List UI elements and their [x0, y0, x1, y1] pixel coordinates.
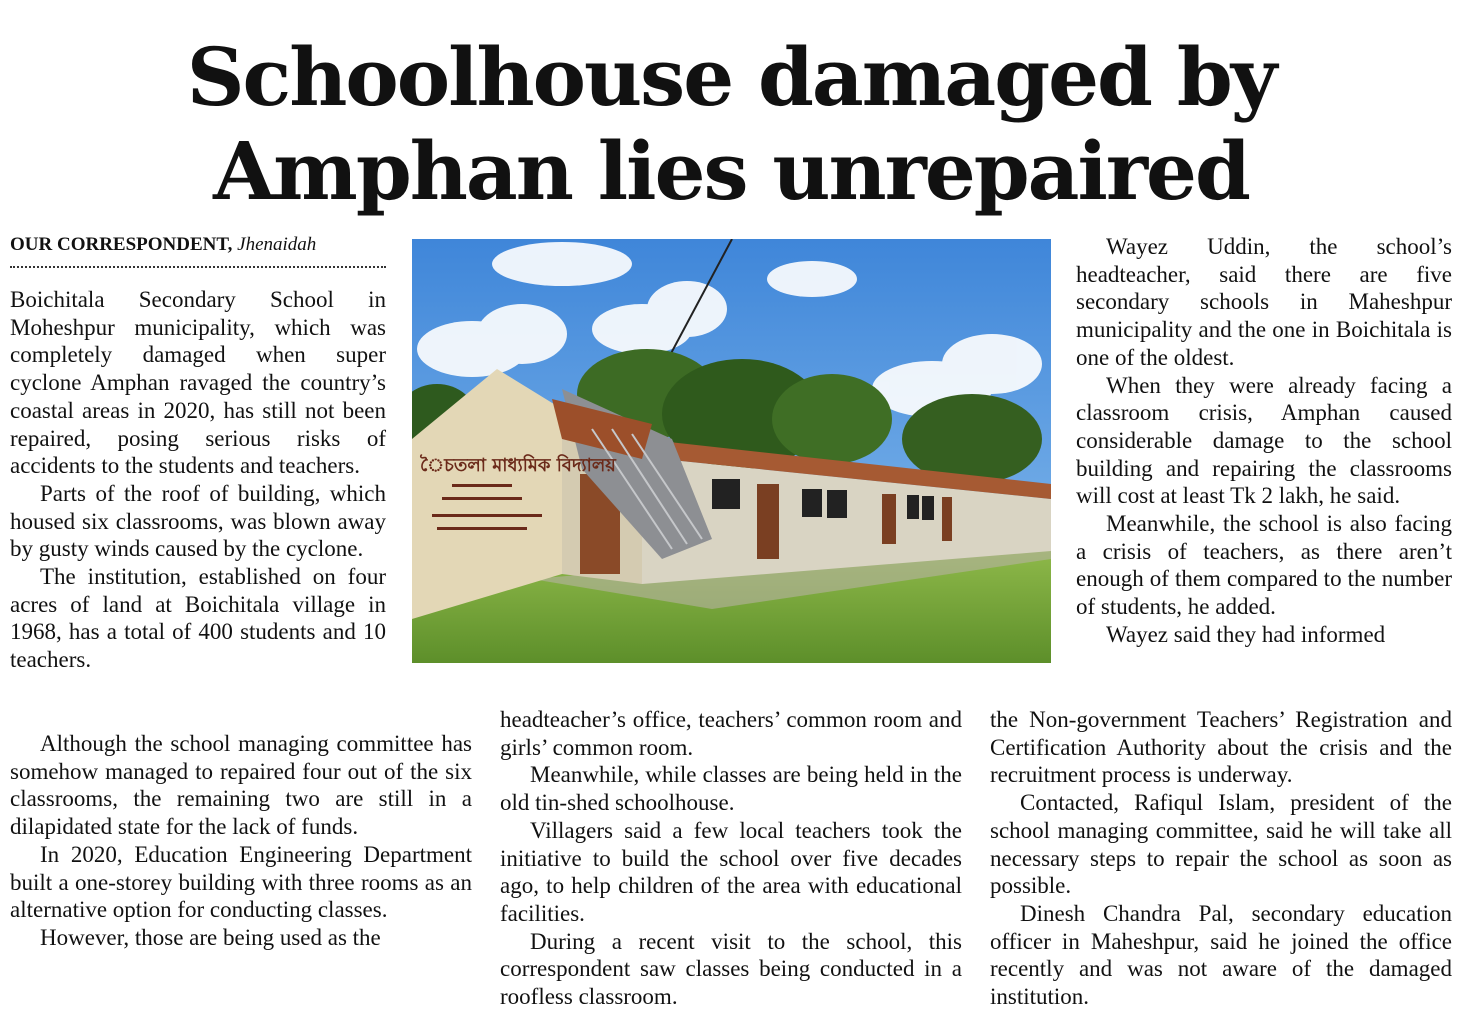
paragraph: In 2020, Education Engineering Department built a one-storey building with three rooms as an alternative option for conducting classes.: [10, 841, 472, 923]
byline: [10, 234, 316, 256]
paragraph: Dinesh Chandra Pal, secondary education officer in Maheshpur, said he joined the office recently and was not aware of the damaged institution.: [990, 900, 1452, 1010]
paragraph: Wayez Uddin, the school’s headteacher, said there are five secondary schools in Maheshpur municipality and the one in Boichitala is one of the oldest.: [1076, 234, 1452, 370]
paragraph: When they were already facing a classroom crisis, Amphan caused considerable damage to the school building and repairing the classrooms will cost at least Tk 2 lakh, he said.: [1076, 372, 1452, 509]
headline-line-1: Schoolhouse damaged by: [186, 30, 1276, 124]
byline-place: Jhenaidah: [237, 234, 317, 255]
article-column-1-top: [10, 286, 386, 674]
article-column-1-bottom: [10, 730, 472, 952]
byline-divider: [10, 266, 386, 268]
paragraph: Contacted, Rafiqul Islam, president of the school managing committee, said he will take all necessary steps to repair the school as soon as possible.: [990, 790, 1452, 899]
paragraph: The institution, established on four acres of land at Boichitala village in 1968, has a total of 400 students and 10 teachers.: [10, 564, 386, 673]
byline-name: OUR CORRESPONDENT,: [10, 234, 233, 255]
paragraph: headteacher’s office, teachers’ common room and girls’ common room.: [500, 707, 962, 760]
paragraph: During a recent visit to the school, this correspondent saw classes being conducted in a roofless classroom.: [500, 928, 962, 1010]
paragraph: Wayez said they had informed: [1106, 621, 1386, 647]
article-column-2: [500, 706, 962, 1011]
paragraph: the Non-government Teachers’ Registration and Certification Authority about the crisis and the recruitment process is underway.: [990, 707, 1452, 788]
paragraph: Boichitala Secondary School in Moheshpur municipality, which was completely damaged when super cyclone Amphan ravaged the country’s coastal areas in 2020, has still not been repaired, posing serious risks of accidents to the students and teachers.: [10, 287, 386, 479]
paragraph: Meanwhile, the school is also facing a crisis of teachers, as there aren’t enough of them compared to the number of students, he added.: [1076, 511, 1452, 620]
paragraph: Parts of the roof of building, which housed six classrooms, was blown away by gusty winds caused by the cyclone.: [10, 480, 386, 562]
headline-line-2: Amphan lies unrepaired: [213, 124, 1249, 218]
paragraph: Villagers said a few local teachers took the initiative to build the school over five decades ago, to help children of the area with educational facilities.: [500, 817, 962, 926]
paragraph: Meanwhile, while classes are being held in the old tin-shed schoolhouse.: [500, 762, 962, 816]
article-column-3-top: [1076, 233, 1452, 649]
article-column-3-bottom: [990, 706, 1452, 1011]
paragraph: Although the school managing committee has somehow managed to repaired four out of the six classrooms, the remaining two are still in a dilapidated state for the lack of funds.: [10, 731, 472, 840]
school-photo: [412, 239, 1051, 663]
paragraph: However, those are being used as the: [40, 924, 381, 950]
headline: [0, 30, 1462, 218]
school-sign: ৈচতলা মাধ্যমিক বিদ্যালয়: [420, 455, 616, 476]
